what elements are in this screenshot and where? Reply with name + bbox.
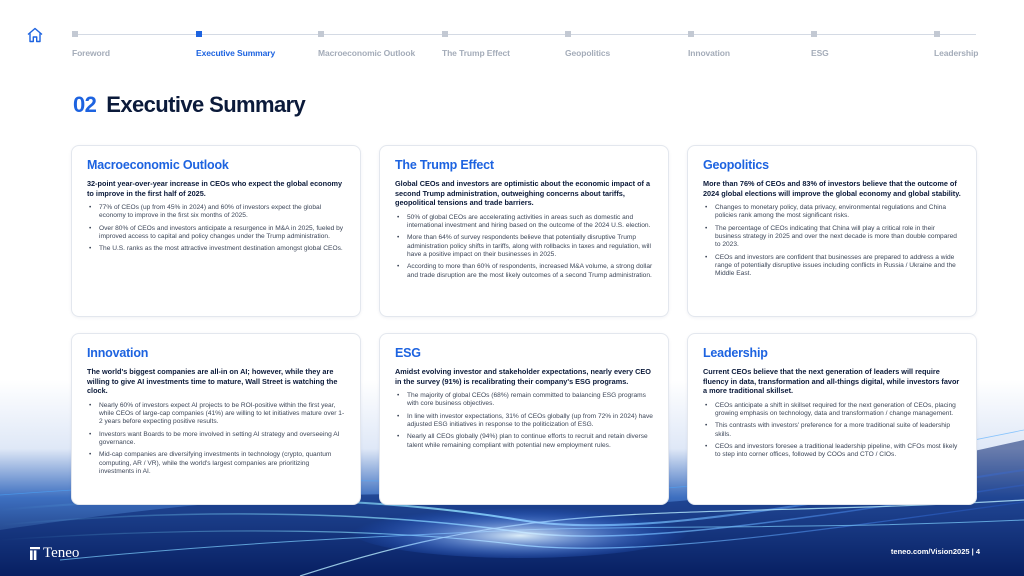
card-bullet: • CEOs anticipate a shift in skillset required for the next generation of CEOs, placing growing emphasis on technology, data and transformation / change management. <box>703 402 962 419</box>
nav-label: Innovation <box>688 48 730 58</box>
card-bullet-list <box>395 214 654 280</box>
card-bullet: • This contrasts with investors' preference for a more traditional suite of leadership skills. <box>703 422 962 439</box>
footer-page-reference[interactable]: teneo.com/Vision2025 | 4 <box>890 547 980 556</box>
card-bullet: • The majority of global CEOs (68%) remain committed to balancing ESG programs with core business objectives. <box>395 392 654 409</box>
card-bullet: • More than 64% of survey respondents believe that potentially disruptive Trump administration policy shifts in tariffs, along with rollbacks in taxes and regulation, will have a positive impact on their businesses in 2025. <box>395 234 654 259</box>
card-title: ESG <box>395 346 421 360</box>
card-lead: Global CEOs and investors are optimistic about the economic impact of a second Trump administration, outweighing concerns about tariffs, geopolitical tensions and trade barriers. <box>395 179 651 208</box>
nav-progress-line <box>76 34 976 35</box>
card-bullet-list <box>395 392 654 450</box>
nav-label: Macroeconomic Outlook <box>318 48 416 58</box>
card-lead: Amidst evolving investor and stakeholder expectations, nearly every CEO in the survey (91%) is recalibrating their company's ESG programs. <box>395 367 651 386</box>
card-lead: 32-point year-over-year increase in CEOs who expect the global economy to improve in the first half of 2025. <box>87 179 343 198</box>
card-bullet: • Over 80% of CEOs and investors anticipate a resurgence in M&A in 2025, fueled by improved access to capital and policy changes under the Trump administration. <box>87 225 346 242</box>
nav-dot <box>72 31 78 37</box>
card-bullet: • Nearly all CEOs globally (94%) plan to continue efforts to recruit and retain diverse talent while remaining compliant with potential new employment rules. <box>395 433 654 450</box>
card-bullet: • In line with investor expectations, 31% of CEOs globally (up from 72% in 2024) have adjusted ESG initiatives in response to the politicization of ESG. <box>395 413 654 430</box>
page-title <box>73 92 305 118</box>
section-title: Executive Summary <box>106 92 306 117</box>
card-bullet-list <box>703 204 962 278</box>
section-nav <box>72 28 980 62</box>
card-macroeconomic-outlook <box>71 145 361 317</box>
card-trump-effect <box>379 145 669 317</box>
card-bullet: • CEOs and investors are confident that businesses are prepared to address a wide range of potentially disruptive issues including conflicts in Russia / Ukraine and the Middle East. <box>703 254 962 279</box>
home-button[interactable] <box>26 26 44 44</box>
card-lead: Current CEOs believe that the next generation of leaders will require fluency in data, transformation and all-things digital, while investors favor a more traditional skillset. <box>703 367 960 396</box>
card-title: Leadership <box>703 346 768 360</box>
card-bullet: • The U.S. ranks as the most attractive investment destination amongst global CEOs. <box>87 245 346 253</box>
card-title: Innovation <box>87 346 149 360</box>
card-bullet: • The percentage of CEOs indicating that China will play a critical role in their business strategy in 2025 and over the next decade is more than double compared to 2023. <box>703 225 962 250</box>
nav-label: ESG <box>811 48 829 58</box>
nav-dot <box>934 31 940 37</box>
card-lead: The world's biggest companies are all-in on AI; however, while they are willing to give AI investments time to mature, Wall Street is watching the clock. <box>87 367 338 396</box>
card-innovation <box>71 333 361 505</box>
nav-label: Geopolitics <box>565 48 611 58</box>
card-bullet-list <box>703 402 962 460</box>
card-bullet: • CEOs and investors foresee a traditional leadership pipeline, with CFOs most likely to step into corner offices, followed by COOs and CTO / CIOs. <box>703 443 962 460</box>
nav-label: Leadership <box>934 48 979 58</box>
nav-dot <box>688 31 694 37</box>
card-bullet-list <box>87 402 346 476</box>
nav-label: Executive Summary <box>196 48 276 58</box>
card-bullet: • Nearly 60% of investors expect AI projects to be ROI-positive within the first year, while CEOs of large-cap companies (41%) are willing to let initiatives mature over 1-2 years before expecting positive results. <box>87 402 346 427</box>
nav-label: Foreword <box>72 48 110 58</box>
nav-dot <box>196 31 202 37</box>
card-title: Geopolitics <box>703 158 769 172</box>
card-esg <box>379 333 669 505</box>
nav-dot <box>565 31 571 37</box>
logo-text: Teneo <box>43 545 80 561</box>
teneo-logo-mark-icon <box>30 547 40 560</box>
card-lead: More than 76% of CEOs and 83% of investors believe that the outcome of 2024 global elections will improve the global economy and global stability. <box>703 179 961 198</box>
nav-dot <box>442 31 448 37</box>
card-bullet: • 77% of CEOs (up from 45% in 2024) and 60% of investors expect the global economy to improve in the first six months of 2025. <box>87 204 346 221</box>
nav-dot <box>318 31 324 37</box>
card-title: Macroeconomic Outlook <box>87 158 229 172</box>
nav-label: The Trump Effect <box>442 48 510 58</box>
card-bullet: • Investors want Boards to be more involved in setting AI strategy and overseeing AI governance. <box>87 431 346 448</box>
card-bullet: • Mid-cap companies are diversifying investments in technology (crypto, quantum computing, AR / VR), while the world's largest companies are prioritizing investments in AI. <box>87 451 346 476</box>
card-bullet-list <box>87 204 346 253</box>
card-bullet: • According to more than 60% of respondents, increased M&A volume, a strong dollar and trade disruption are the most likely outcomes of a second Trump administration. <box>395 263 654 280</box>
card-leadership <box>687 333 977 505</box>
section-number: 02 <box>73 92 97 117</box>
home-icon <box>26 26 44 44</box>
nav-dot <box>811 31 817 37</box>
card-bullet: • 50% of global CEOs are accelerating activities in areas such as domestic and international investment and hiring based on the outcome of the 2024 U.S. election. <box>395 214 654 231</box>
card-title: The Trump Effect <box>395 158 494 172</box>
card-geopolitics <box>687 145 977 317</box>
teneo-logo <box>30 545 79 562</box>
card-bullet: • Changes to monetary policy, data privacy, environmental regulations and China policies rank among the most significant risks. <box>703 204 962 221</box>
